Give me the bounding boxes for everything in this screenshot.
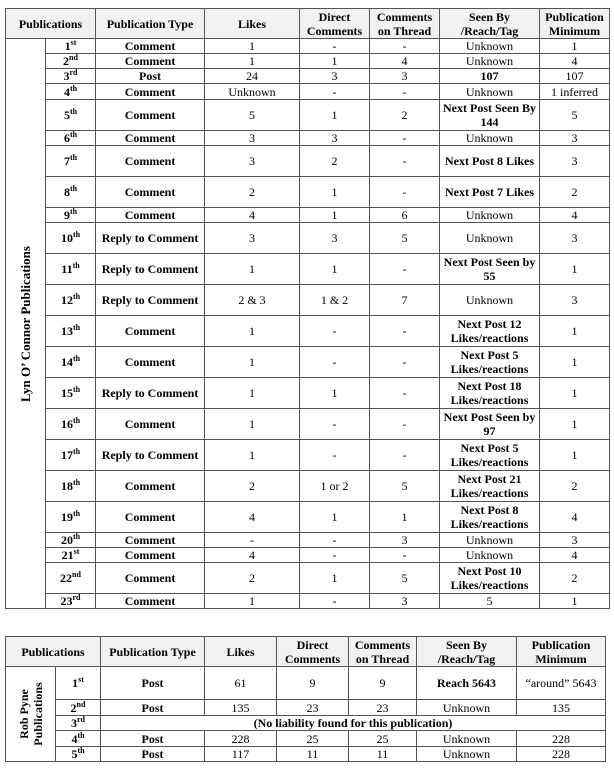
- table-row: [6, 131, 610, 146]
- comments-on-thread-value: 3: [370, 69, 440, 84]
- comments-on-thread-value: 5: [370, 563, 440, 594]
- likes-value: 1: [205, 409, 300, 440]
- publication-minimum-value: 4: [540, 548, 610, 563]
- likes-value: 1: [205, 347, 300, 378]
- likes-value: 228: [205, 731, 277, 747]
- group-label: [6, 667, 56, 762]
- publication-number: 8th: [46, 177, 96, 208]
- seen-by-value: Unknown: [440, 39, 540, 54]
- publication-minimum-value: 1: [540, 594, 610, 609]
- header-likes: Likes: [205, 637, 277, 667]
- table-row: [6, 594, 610, 609]
- likes-value: 117: [205, 747, 277, 762]
- rob-pyne-publications-table: [5, 636, 606, 762]
- comments-on-thread-value: 2: [370, 100, 440, 131]
- seen-by-value: Next Post 5 Likes/reactions: [440, 440, 540, 471]
- likes-value: 1: [205, 316, 300, 347]
- publication-number: 5th: [46, 100, 96, 131]
- likes-value: 2: [205, 177, 300, 208]
- direct-comments-value: 1 & 2: [300, 285, 370, 316]
- direct-comments-value: -: [300, 84, 370, 100]
- likes-value: 135: [205, 700, 277, 716]
- comments-on-thread-value: 5: [370, 471, 440, 502]
- publication-minimum-value: 5: [540, 100, 610, 131]
- publication-number: 2nd: [56, 700, 101, 716]
- header-publications: Publications: [6, 9, 96, 39]
- publication-number: 11th: [46, 254, 96, 285]
- publication-type: Reply to Comment: [96, 378, 205, 409]
- direct-comments-value: -: [300, 316, 370, 347]
- lyn-oconnor-publications-table: [5, 8, 610, 609]
- publication-minimum-value: 2: [540, 177, 610, 208]
- direct-comments-value: 2: [300, 146, 370, 177]
- seen-by-value: Next Post Seen by 97: [440, 409, 540, 440]
- table-row: [6, 316, 610, 347]
- table-row: [6, 409, 610, 440]
- comments-on-thread-value: -: [370, 378, 440, 409]
- group-label-text: Lyn O’ Connor Publications: [17, 245, 33, 402]
- table-row: [6, 440, 610, 471]
- publication-minimum-value: 4: [540, 502, 610, 533]
- table-row: [6, 69, 610, 84]
- publication-minimum-value: 228: [517, 747, 606, 762]
- header-seen-by: Seen By /Reach/Tag: [440, 9, 540, 39]
- comments-on-thread-value: 4: [370, 54, 440, 69]
- header-seen-by: Seen By /Reach/Tag: [417, 637, 517, 667]
- header-row: [6, 637, 606, 667]
- likes-value: 1: [205, 594, 300, 609]
- publication-number: 9th: [46, 208, 96, 223]
- publication-type: Comment: [96, 471, 205, 502]
- publication-minimum-value: 2: [540, 471, 610, 502]
- publication-minimum-value: 1 inferred: [540, 84, 610, 100]
- seen-by-value: Unknown: [440, 84, 540, 100]
- publication-type: Reply to Comment: [96, 440, 205, 471]
- seen-by-value: Next Post 10 Likes/reactions: [440, 563, 540, 594]
- seen-by-value: Unknown: [440, 223, 540, 254]
- comments-on-thread-value: -: [370, 548, 440, 563]
- seen-by-value: Next Post 21 Likes/reactions: [440, 471, 540, 502]
- publication-number: 13th: [46, 316, 96, 347]
- comments-on-thread-value: 11: [349, 747, 417, 762]
- comments-on-thread-value: 9: [349, 667, 417, 700]
- seen-by-value: Next Post 5 Likes/reactions: [440, 347, 540, 378]
- table-row: [6, 700, 606, 716]
- header-likes: Likes: [205, 9, 300, 39]
- direct-comments-value: 1: [300, 54, 370, 69]
- publication-number: 3rd: [56, 716, 101, 731]
- comments-on-thread-value: -: [370, 146, 440, 177]
- publication-minimum-value: 3: [540, 146, 610, 177]
- comments-on-thread-value: 6: [370, 208, 440, 223]
- seen-by-value: Unknown: [417, 747, 517, 762]
- direct-comments-value: -: [300, 533, 370, 548]
- likes-value: 4: [205, 208, 300, 223]
- direct-comments-value: -: [300, 409, 370, 440]
- header-comments-on-thread: Comments on Thread: [349, 637, 417, 667]
- comments-on-thread-value: 23: [349, 700, 417, 716]
- header-publication-type: Publication Type: [96, 9, 205, 39]
- publication-number: 1st: [46, 39, 96, 54]
- publication-number: 10th: [46, 223, 96, 254]
- likes-value: 1: [205, 378, 300, 409]
- seen-by-value: Unknown: [417, 731, 517, 747]
- comments-on-thread-value: -: [370, 84, 440, 100]
- direct-comments-value: 1: [300, 563, 370, 594]
- likes-value: 1: [205, 54, 300, 69]
- comments-on-thread-value: 7: [370, 285, 440, 316]
- table-row: [6, 563, 610, 594]
- likes-value: 1: [205, 39, 300, 54]
- table-row: [6, 533, 610, 548]
- seen-by-value: Next Post 12 Likes/reactions: [440, 316, 540, 347]
- table-row: [6, 731, 606, 747]
- seen-by-value: Unknown: [440, 208, 540, 223]
- seen-by-value: 5: [440, 594, 540, 609]
- publication-type: Comment: [96, 409, 205, 440]
- direct-comments-value: 3: [300, 131, 370, 146]
- publication-number: 1st: [56, 667, 101, 700]
- direct-comments-value: 1: [300, 502, 370, 533]
- likes-value: 2: [205, 471, 300, 502]
- comments-on-thread-value: 25: [349, 731, 417, 747]
- publication-type: Comment: [96, 39, 205, 54]
- publication-minimum-value: 1: [540, 39, 610, 54]
- table-row: [6, 84, 610, 100]
- table-row: [6, 54, 610, 69]
- publication-number: 2nd: [46, 54, 96, 69]
- seen-by-value: Unknown: [440, 131, 540, 146]
- publication-minimum-value: 3: [540, 131, 610, 146]
- likes-value: 24: [205, 69, 300, 84]
- header-publication-minimum: Publication Minimum: [517, 637, 606, 667]
- publication-minimum-value: “around” 5643: [517, 667, 606, 700]
- likes-value: 1: [205, 254, 300, 285]
- publication-type: Post: [96, 69, 205, 84]
- direct-comments-value: 3: [300, 223, 370, 254]
- comments-on-thread-value: -: [370, 409, 440, 440]
- header-publication-minimum: Publication Minimum: [540, 9, 610, 39]
- comments-on-thread-value: 3: [370, 594, 440, 609]
- header-comments-on-thread: Comments on Thread: [370, 9, 440, 39]
- direct-comments-value: 1: [300, 100, 370, 131]
- publication-type: Comment: [96, 100, 205, 131]
- publication-type: Post: [101, 667, 205, 700]
- table-row: [6, 378, 610, 409]
- header-publications: Publications: [6, 637, 101, 667]
- likes-value: 2: [205, 563, 300, 594]
- direct-comments-value: 9: [277, 667, 349, 700]
- publication-type: Comment: [96, 208, 205, 223]
- publication-minimum-value: 107: [540, 69, 610, 84]
- publication-number: 18th: [46, 471, 96, 502]
- comments-on-thread-value: -: [370, 39, 440, 54]
- comments-on-thread-value: -: [370, 131, 440, 146]
- publication-number: 6th: [46, 131, 96, 146]
- comments-on-thread-value: -: [370, 440, 440, 471]
- seen-by-value: 107: [440, 69, 540, 84]
- publication-minimum-value: 1: [540, 440, 610, 471]
- header-direct-comments: Direct Comments: [300, 9, 370, 39]
- publication-type: Reply to Comment: [96, 223, 205, 254]
- table-row: [6, 471, 610, 502]
- seen-by-value: Unknown: [440, 285, 540, 316]
- table-row: [6, 285, 610, 316]
- publication-minimum-value: 135: [517, 700, 606, 716]
- publication-type: Comment: [96, 347, 205, 378]
- comments-on-thread-value: 5: [370, 223, 440, 254]
- publication-type: Post: [101, 747, 205, 762]
- comments-on-thread-value: 3: [370, 533, 440, 548]
- direct-comments-value: 1: [300, 378, 370, 409]
- table-row: [6, 747, 606, 762]
- publication-number: 15th: [46, 378, 96, 409]
- seen-by-value: Reach 5643: [417, 667, 517, 700]
- table-row: [6, 254, 610, 285]
- publication-type: Comment: [96, 177, 205, 208]
- table-row: [6, 716, 606, 731]
- direct-comments-value: 11: [277, 747, 349, 762]
- header-publication-type: Publication Type: [101, 637, 205, 667]
- publication-type: Comment: [96, 502, 205, 533]
- publication-type: Comment: [96, 563, 205, 594]
- publication-type: Post: [101, 700, 205, 716]
- publication-minimum-value: 1: [540, 254, 610, 285]
- publication-number: 3rd: [46, 69, 96, 84]
- header-row: [6, 9, 610, 39]
- likes-value: 1: [205, 440, 300, 471]
- direct-comments-value: -: [300, 548, 370, 563]
- table-row: [6, 208, 610, 223]
- direct-comments-value: 1 or 2: [300, 471, 370, 502]
- seen-by-value: Next Post 18 Likes/reactions: [440, 378, 540, 409]
- seen-by-value: Unknown: [417, 700, 517, 716]
- group-label: [6, 39, 46, 609]
- publication-number: 7th: [46, 146, 96, 177]
- publication-minimum-value: 2: [540, 563, 610, 594]
- likes-value: -: [205, 533, 300, 548]
- comments-on-thread-value: -: [370, 177, 440, 208]
- direct-comments-value: -: [300, 347, 370, 378]
- seen-by-value: Next Post Seen by 55: [440, 254, 540, 285]
- table-row: [6, 177, 610, 208]
- publication-type: Reply to Comment: [96, 285, 205, 316]
- direct-comments-value: 1: [300, 208, 370, 223]
- publication-minimum-value: 1: [540, 409, 610, 440]
- publication-minimum-value: 1: [540, 316, 610, 347]
- likes-value: 3: [205, 223, 300, 254]
- publication-number: 16th: [46, 409, 96, 440]
- publication-minimum-value: 3: [540, 533, 610, 548]
- direct-comments-value: -: [300, 594, 370, 609]
- table-row: [6, 39, 610, 54]
- publication-minimum-value: 4: [540, 208, 610, 223]
- publication-type: Post: [101, 731, 205, 747]
- publication-type: Reply to Comment: [96, 254, 205, 285]
- likes-value: 5: [205, 100, 300, 131]
- publication-number: 23rd: [46, 594, 96, 609]
- direct-comments-value: 3: [300, 69, 370, 84]
- likes-value: 4: [205, 502, 300, 533]
- header-direct-comments: Direct Comments: [277, 637, 349, 667]
- likes-value: 2 & 3: [205, 285, 300, 316]
- no-liability-note: (No liability found for this publication): [101, 716, 606, 731]
- table-row: [6, 146, 610, 177]
- publication-type: Comment: [96, 533, 205, 548]
- publication-number: 22nd: [46, 563, 96, 594]
- seen-by-value: Unknown: [440, 54, 540, 69]
- seen-by-value: Unknown: [440, 533, 540, 548]
- comments-on-thread-value: -: [370, 316, 440, 347]
- publication-type: Comment: [96, 316, 205, 347]
- publication-minimum-value: 1: [540, 347, 610, 378]
- publication-minimum-value: 3: [540, 285, 610, 316]
- publication-number: 19th: [46, 502, 96, 533]
- publication-type: Comment: [96, 594, 205, 609]
- direct-comments-value: 1: [300, 254, 370, 285]
- publication-number: 14th: [46, 347, 96, 378]
- table-row: [6, 347, 610, 378]
- publication-type: Comment: [96, 54, 205, 69]
- table-row: [6, 502, 610, 533]
- direct-comments-value: 25: [277, 731, 349, 747]
- publication-minimum-value: 228: [517, 731, 606, 747]
- publication-minimum-value: 3: [540, 223, 610, 254]
- likes-value: 3: [205, 146, 300, 177]
- table-row: [6, 223, 610, 254]
- comments-on-thread-value: -: [370, 347, 440, 378]
- likes-value: Unknown: [205, 84, 300, 100]
- direct-comments-value: 1: [300, 177, 370, 208]
- publication-minimum-value: 1: [540, 378, 610, 409]
- direct-comments-value: -: [300, 39, 370, 54]
- publication-type: Comment: [96, 548, 205, 563]
- table-row: [6, 548, 610, 563]
- seen-by-value: Next Post 8 Likes/reactions: [440, 502, 540, 533]
- table-row: [6, 667, 606, 700]
- publication-type: Comment: [96, 84, 205, 100]
- seen-by-value: Unknown: [440, 548, 540, 563]
- publication-type: Comment: [96, 131, 205, 146]
- likes-value: 3: [205, 131, 300, 146]
- seen-by-value: Next Post Seen By 144: [440, 100, 540, 131]
- publication-number: 20th: [46, 533, 96, 548]
- comments-on-thread-value: 1: [370, 502, 440, 533]
- publication-number: 17th: [46, 440, 96, 471]
- direct-comments-value: -: [300, 440, 370, 471]
- publication-number: 4th: [46, 84, 96, 100]
- publication-number: 12th: [46, 285, 96, 316]
- publication-number: 21st: [46, 548, 96, 563]
- direct-comments-value: 23: [277, 700, 349, 716]
- seen-by-value: Next Post 8 Likes: [440, 146, 540, 177]
- publication-number: 4th: [56, 731, 101, 747]
- publication-minimum-value: 4: [540, 54, 610, 69]
- likes-value: 4: [205, 548, 300, 563]
- publication-type: Comment: [96, 146, 205, 177]
- likes-value: 61: [205, 667, 277, 700]
- publication-number: 5th: [56, 747, 101, 762]
- group-label-text: Rob Pyne Publications: [16, 682, 45, 746]
- comments-on-thread-value: -: [370, 254, 440, 285]
- table-row: [6, 100, 610, 131]
- seen-by-value: Next Post 7 Likes: [440, 177, 540, 208]
